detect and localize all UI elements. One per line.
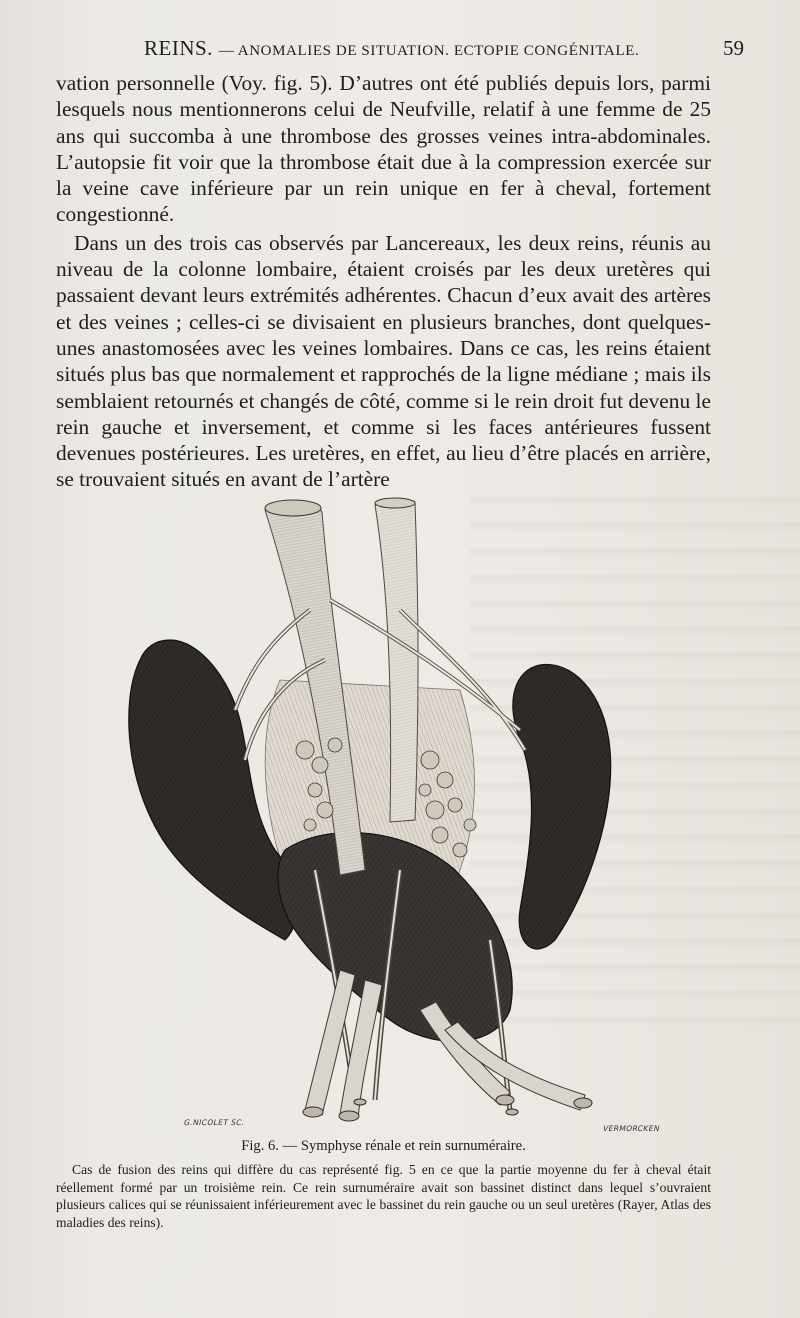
header-title-rest: — ANOMALIES DE SITUATION. ECTOPIE CONGÉNITALE.	[218, 43, 640, 59]
running-header-title	[144, 36, 639, 61]
aorta-opening	[265, 500, 321, 516]
supernumerary-kidney-shading	[278, 833, 512, 1042]
figure-description: Cas de fusion des reins qui diffère du cas représenté fig. 5 en ce que la partie moyenne du fer à cheval était réellement formé par un troisième rein. Ce rein surnuméraire avait son bassinet distinct dans lequel s’ouvraient plusieurs calices qui se réunissaient inférieurement avec le bassinet du rein gauche ou un seul uretères (Rayer, Atlas des maladies des reins).	[56, 1162, 711, 1230]
vena-cava-opening	[375, 498, 415, 508]
body-text	[56, 70, 711, 493]
header-title-main: REINS.	[144, 36, 213, 60]
paragraph-2: Dans un des trois cas observés par Lancereaux, les deux reins, réunis au niveau de la colonne lombaire, étaient croisés par les deux uretères qui passaient devant leurs extrémités adhérentes. Chacun d’eux avait des artères et des veines ; celles-ci se divisaient en plusieurs branches, dont quelques-unes anastomosées avec les veines lombaires. Dans ce cas, les reins étaient situés plus bas que normalement et rapprochés de la ligne médiane ; mais ils semblaient retournés et changés de côté, comme si le rein droit fut devenu le rein gauche et inversement, et comme si les faces antérieures fussent devenues postérieures. Les uretères, en effet, au lieu d’être placés en arrière, se trouvaient situés en avant de l’artère	[56, 230, 711, 492]
running-header	[56, 36, 744, 66]
engraver-signature-left: G.NICOLET SC.	[183, 1118, 246, 1127]
figure-title: Fig. 6. — Symphyse rénale et rein surnuméraire.	[241, 1138, 526, 1154]
figure-caption	[56, 1138, 711, 1231]
paragraph-1: vation personnelle (Voy. fig. 5). D’autres ont été publiés depuis lors, parmi lesquels nous mentionnerons celui de Neufville, relatif à une femme de 25 ans qui succomba à une thrombose des grosses veines intra-abdominales. L’autopsie fit voir que la thrombose était due à la compression exercée sur la veine cave inférieure par un rein unique en fer à cheval, fortement congestionné.	[56, 71, 711, 227]
anatomical-engraving	[100, 490, 630, 1140]
kidney-illustration	[100, 490, 630, 1140]
right-kidney-shading	[513, 664, 611, 948]
page-number: 59	[723, 36, 744, 60]
engraver-signature-right: VERMORCKEN	[602, 1124, 661, 1133]
